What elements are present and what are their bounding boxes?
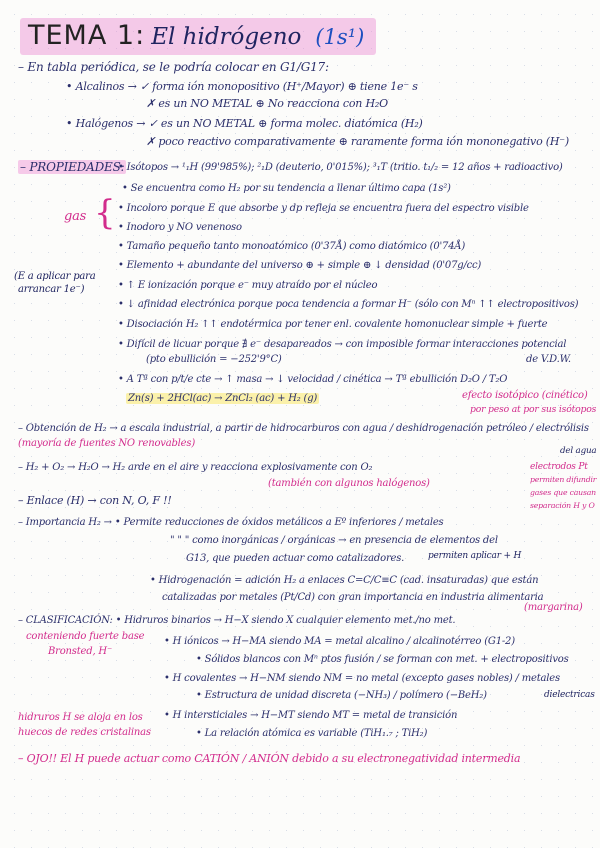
electrodes-note-3: gases que causan	[530, 488, 596, 497]
note-line-halogen-con: ✗ poco reactivo comparativamente ⊕ raramente forma ión mononegativo (H⁻)	[146, 135, 569, 148]
obtencion-line: – Obtención de H₂ → a escala industrial, a partir de hidrocarburos con agua / deshidrogenación petróleo / electrólisis	[18, 423, 589, 434]
prop-h2: • Se encuentra como H₂ por su tendencia a llenar último capa (1s²)	[122, 183, 451, 194]
hidrogenacion-line-2: catalizadas por metales (Pt/Cd) con gran importancia en industria alimentaria	[162, 592, 544, 603]
obtencion-water: del agua	[560, 446, 597, 456]
clasificacion-side-1: conteniendo fuerte base	[26, 631, 145, 642]
enlace-line: – Enlace (H) → con N, O, F !!	[18, 494, 172, 507]
prop-affinity: • ↓ afinidad electrónica porque poca tendencia a formar H⁻ (sólo con Mⁿ ↑↑ electropositivos)	[118, 299, 579, 310]
covalent-note: dielectricas	[544, 690, 595, 700]
clasificacion-line: – CLASIFICACIÓN: • Hidruros binarios → H−X siendo X cualquier elemento met./no met.	[18, 615, 456, 626]
prop-dissociation: • Disociación H₂ ↑↑ endotérmica por tener enl. covalente homonuclear simple + fuerte	[118, 319, 548, 330]
prop-ionization: • ↑ E ionización porque e⁻ muy atraído por el núcleo	[118, 280, 378, 291]
combustion-line: – H₂ + O₂ → H₂O → H₂ arde en el aire y reacciona explosivamente con O₂	[18, 462, 373, 473]
reaction-zinc	[126, 393, 319, 404]
note-line-halogen: • Halógenos → ✓ es un NO METAL ⊕ forma molec. diatómica (H₂)	[66, 117, 423, 130]
prop-liquefy: • Difícil de licuar porque ∄ e⁻ desapareados → con imposible formar interacciones potencial	[118, 339, 567, 350]
gas-brace: {	[94, 193, 116, 233]
reaction-zinc-text: Zn(s) + 2HCl(ac) → ZnCl₂ (ac) + H₂ (g)	[128, 393, 318, 404]
hidrogenacion-line: • Hidrogenación = adición H₂ a enlaces C=C/C≡C (cad. insaturadas) que están	[150, 575, 539, 586]
importancia-line-3: G13, que pueden actuar como catalizadores.	[186, 553, 405, 564]
interstitial-hydrides-desc: • La relación atómica es variable (TiH₁.₇ ; TiH₂)	[196, 728, 428, 739]
side-note-ionization-1: (E a aplicar para	[14, 271, 96, 282]
prop-size: • Tamaño pequeño tanto monoatómico (0'37Å) como diatómico (0'74Å)	[118, 241, 466, 252]
title-banner	[20, 18, 376, 55]
covalent-hydrides: • H covalentes → H−NM siendo NM = no metal (excepto gases nobles) / metales	[164, 673, 560, 684]
importancia-line: – Importancia H₂ → • Permite reducciones de óxidos metálicos a Eº inferiores / metales	[18, 517, 444, 528]
prop-abundant: • Elemento + abundante del universo ⊕ + simple ⊕ ↓ densidad (0'07g/cc)	[118, 260, 482, 271]
ionic-hydrides: • H iónicos → H−MA siendo MA = metal alcalino / alcalinotérreo (G1-2)	[164, 636, 515, 647]
prop-vdw: de V.D.W.	[526, 354, 571, 365]
clasificacion-side-3: hidruros H se aloja en los	[18, 712, 143, 723]
interstitial-hydrides: • H intersticiales → H−MT siendo MT = metal de transición	[164, 710, 458, 721]
obtencion-note: (mayoría de fuentes NO renovables)	[18, 438, 196, 449]
topic-number: TEMA 1:	[28, 20, 146, 51]
combustion-note: (también con algunos halógenos)	[268, 478, 430, 489]
electrodes-note-1: electrodos Pt	[530, 462, 588, 472]
isotope-effect-1: efecto isotópico (cinético)	[462, 390, 588, 401]
topic-title: El hidrógeno	[151, 24, 302, 50]
note-line-alkali-con: ✗ es un NO METAL ⊕ No reacciona con H₂O	[146, 97, 388, 110]
prop-boiling: (pto ebullición = −252'9°C)	[146, 354, 282, 365]
ojo-note: – OJO!! El H puede actuar como CATIÓN / ANIÓN debido a su electronegatividad intermedia	[18, 752, 521, 765]
electrodes-note-2: permiten difundir	[530, 475, 597, 484]
section-propiedades	[18, 160, 126, 174]
importancia-note: permiten aplicar + H	[428, 551, 522, 561]
prop-isotopes: • Isótopos → ¹₁H (99'985%); ²₁D (deuterio, 0'015%); ³₁T (tritio. t₁/₂ = 12 años + radioactivo)	[118, 162, 563, 173]
ionic-hydrides-desc: • Sólidos blancos con Mⁿ ptos fusión / se forman con met. + electropositivos	[196, 654, 569, 665]
electron-config: (1s¹)	[315, 25, 365, 49]
prop-colorless: • Incoloro porque E que absorbe y dp refleja se encuentra fuera del espectro visible	[118, 203, 529, 214]
margarina-note: (margarina)	[524, 602, 583, 613]
electrodes-note-4: separación H y O	[530, 501, 595, 510]
propiedades-label: – PROPIEDADES:	[20, 160, 125, 174]
clasificacion-side-2: Bronsted, H⁻	[48, 646, 113, 657]
clasificacion-side-4: huecos de redes cristalinas	[18, 727, 151, 738]
covalent-hydrides-desc: • Estructura de unidad discreta (−NH₃) / polímero (−BeH₂)	[196, 690, 487, 701]
importancia-line-2: " " " como inorgánicas / orgánicas → en presencia de elementos del	[170, 535, 498, 546]
prop-odorless: • Inodoro y NO venenoso	[118, 222, 242, 233]
isotope-effect-2: por peso at por sus isótopos	[470, 404, 597, 415]
side-note-ionization-2: arrancar 1e⁻)	[18, 284, 85, 295]
note-line-periodic: – En tabla periódica, se le podría colocar en G1/G17:	[18, 60, 329, 74]
note-line-alkali: • Alcalinos → ✓ forma ión monopositivo (H⁺/Mayor) ⊕ tiene 1e⁻ s	[66, 80, 418, 93]
prop-mass: • A Tª con p/t/e cte → ↑ masa → ↓ velocidad / cinética → Tª ebullición D₂O / T₂O	[118, 374, 508, 385]
gas-label: gas	[64, 209, 87, 224]
